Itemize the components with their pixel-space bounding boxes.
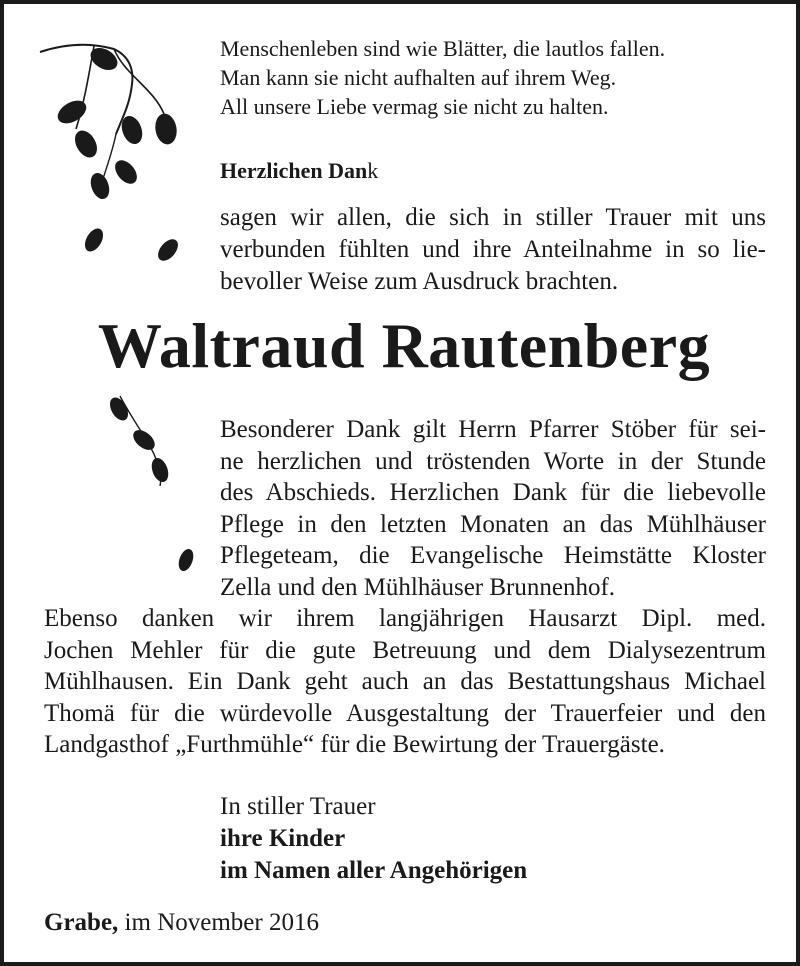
special-thanks-line: ne herzlichen und tröstenden Worte in der Stunde <box>220 447 766 475</box>
special-thanks-line: des Abschieds. Herzlichen Dank für die liebevolle <box>220 479 766 506</box>
leaf-branch-icon <box>40 44 181 263</box>
further-thanks-text <box>44 603 766 761</box>
thanks-heading-bold: Herzlichen Dan <box>220 158 368 183</box>
thanks-line: sagen wir allen, die sich in stiller Trauer mit uns <box>220 204 766 231</box>
special-thanks-line: Zella und den Mühlhäuser Brunnenhof. <box>220 573 616 601</box>
thanks-heading <box>220 156 378 185</box>
signature-intro: In stiller Trauer <box>220 793 376 820</box>
further-thanks-line: Landgasthof „Furthmühle“ für die Bewirtung der Trauergäste. <box>44 731 665 758</box>
poem-line: Man kann sie nicht aufhalten auf ihrem Weg. <box>220 65 617 90</box>
special-thanks-line: Pflegeteam, die Evangelische Heimstätte Kloster <box>220 542 766 569</box>
poem-line: Menschenleben sind wie Blätter, die lautlos fallen. <box>220 36 666 61</box>
falling-leaves-icon <box>107 395 195 572</box>
thanks-line: verbunden fühlten und ihre Anteilnahme in so lie- <box>220 236 766 263</box>
thanks-heading-rest: k <box>367 158 379 183</box>
special-thanks-line: Besonderer Dank gilt Herrn Pfarrer Stöber für sei- <box>220 416 766 443</box>
special-thanks-line: Pflege in den letzten Monaten an das Mühlhäuser <box>220 510 766 538</box>
place-date <box>44 907 319 939</box>
poem-line: All unsere Liebe vermag sie nicht zu halten. <box>220 94 609 119</box>
deceased-name: Waltraud Rautenberg <box>97 310 711 381</box>
further-thanks-line: Jochen Mehler für die gute Betreuung und dem Dialysezentrum <box>44 636 766 664</box>
thanks-line: bevoller Weise zum Ausdruck brachten. <box>220 268 619 295</box>
place: Grabe, <box>44 909 119 936</box>
date: im November 2016 <box>124 909 319 936</box>
signature-line: ihre Kinder <box>220 825 346 852</box>
signature-block <box>220 791 527 887</box>
special-thanks-text <box>220 414 766 603</box>
thanks-text <box>220 202 766 298</box>
further-thanks-line: Thomä für die würdevolle Ausgestaltung der Trauerfeier und den <box>44 699 766 727</box>
poem <box>220 34 665 121</box>
signature-line: im Namen aller Angehörigen <box>220 857 528 884</box>
further-thanks-line: Mühlhausen. Ein Dank geht auch an das Bestattungshaus Michael <box>44 668 766 695</box>
further-thanks-line: Ebenso danken wir ihrem langjährigen Hausarzt Dipl. med. <box>44 605 766 632</box>
